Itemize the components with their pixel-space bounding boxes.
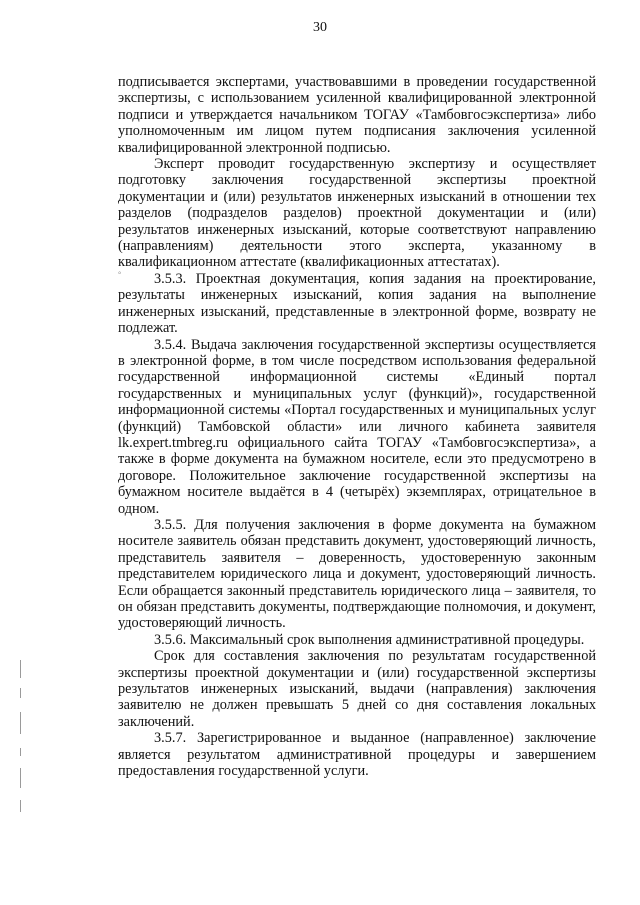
- paragraph-signing: подписывается экспертами, участвовавшими в проведении государственной экспертизы, с использованием усиленной квалифицированной электронной подписи и утверждается начальником ТОГАУ «Тамбовгосэкспертиза» либо уполномоченным им лицом путем подписания заключения усиленной квалифицированной электронной подписью.: [118, 74, 596, 156]
- document-body: [118, 74, 596, 779]
- paragraph-3-5-4: 3.5.4. Выдача заключения государственной экспертизы осуществляется в электронной форме, в том числе посредством использования федеральной государственной информационной системы «Единый портал государственных и муниципальных услуг (функций)», государственной информационной системы «Портал государственных и муниципальных услуг (функций) Тамбовской области» или личного кабинета заявителя lk.expert.tmbreg.ru официального сайта ТОГАУ «Тамбовгосэкспертиза», а также в форме документа на бумажном носителе, если это предусмотрено в договоре. Положительное заключение государственной экспертизы на бумажном носителе выдаётся в 4 (четырёх) экземплярах, отрицательное в одном.: [118, 336, 596, 517]
- scan-margin-marks: [18, 660, 24, 820]
- paragraph-3-5-7: 3.5.7. Зарегистрированное и выданное (направленное) заключение является результатом административной процедуры и завершением предоставления государственной услуги.: [118, 730, 596, 780]
- page-number: 30: [313, 20, 327, 35]
- paragraph-3-5-3: 3.5.3. Проектная документация, копия задания на проектирование, результаты инженерных изысканий, копия задания на выполнение инженерных изысканий, представленные в электронной форме, возврату не подлежат.: [118, 270, 596, 337]
- paragraph-deadline: Срок для составления заключения по результатам государственной экспертизы проектной документации и (или) государственной экспертизы результатов инженерных изысканий, выдачи (направления) заключения заявителю не должен превышать 5 дней со дня составления локальных заключений.: [118, 648, 596, 730]
- paragraph-3-5-6: 3.5.6. Максимальный срок выполнения административной процедуры.: [154, 631, 585, 648]
- paragraph-expert-duties: Эксперт проводит государственную экспертизу и осуществляет подготовку заключения государственной экспертизы проектной документации и (или) результатов инженерных изысканий в отношении тех разделов (подразделов разделов) проектной документации и (или) результатов инженерных изысканий, которые соответствуют направлению (направлениям) деятельности этого эксперта, указанному в квалификационном аттестате (квалификационных аттестатах).: [118, 156, 596, 271]
- paragraph-3-5-5: 3.5.5. Для получения заключения в форме документа на бумажном носителе заявитель обязан представить документ, удостоверяющий личность, представитель заявителя – доверенность, удостоверенную законным представителем юридического лица и документ, удостоверяющий личность. Если обращается законный представитель юридического лица – заявителя, то он обязан представить документы, подтверждающие полномочия, и документ, удостоверяющий личность.: [118, 516, 596, 632]
- scan-speck: °: [118, 270, 122, 279]
